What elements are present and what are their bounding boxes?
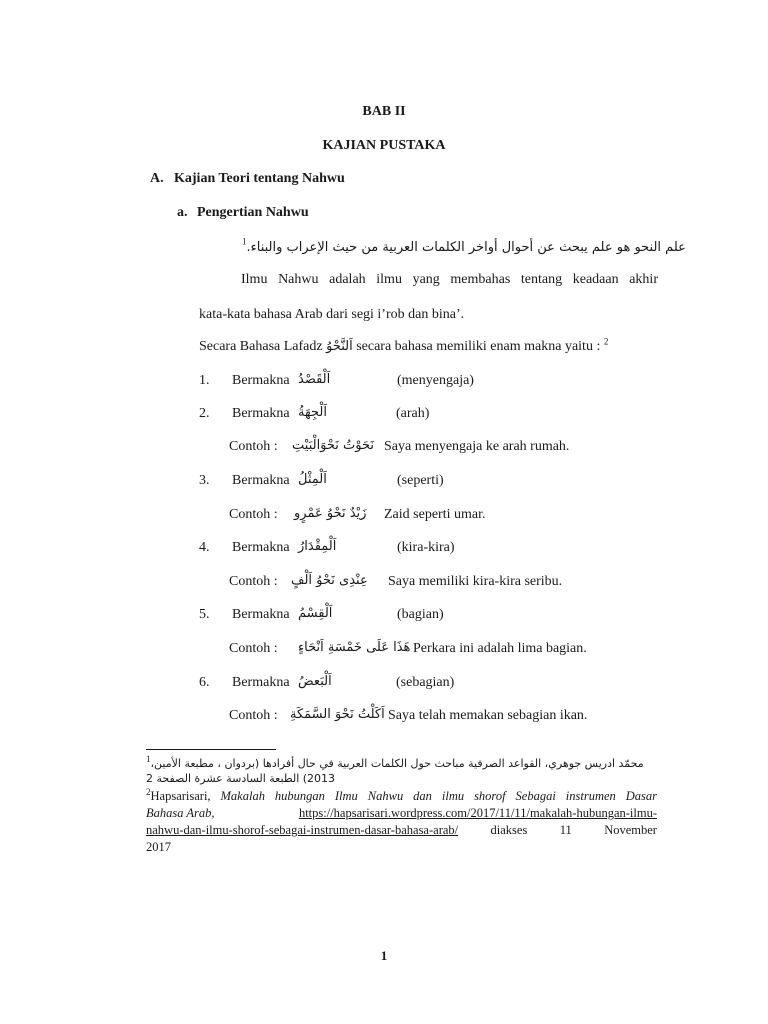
meaning-translation: (sebagian) — [396, 675, 455, 690]
meaning-label: Bermakna — [232, 473, 290, 488]
footnote-2-author: Hapsarisari, — [150, 789, 221, 803]
footnote-ref-1[interactable]: 1 — [242, 236, 247, 247]
meaning-arabic: اَلْبَعضُ — [298, 674, 332, 689]
lafadz-arabic: اَلنَّحْوُ — [326, 339, 353, 354]
footnote-2-url-link-cont[interactable]: nahwu-dan-ilmu-shorof-sebagai-instrumen-dasar-bahasa-arab/ — [146, 823, 459, 837]
contoh-label: Contoh : — [229, 574, 278, 589]
footnote-2-accessed: diakses — [490, 823, 528, 837]
definition-line — [242, 238, 686, 256]
section-a-title: Kajian Teori tentang Nahwu — [174, 171, 345, 186]
contoh-label: Contoh : — [229, 439, 278, 454]
meaning-translation: (menyengaja) — [397, 373, 474, 388]
meaning-arabic: اَلْقَصْدُ — [298, 372, 331, 387]
footnote-2-day: 11 — [559, 823, 572, 837]
footnote-1-text: محمّد ادريس جوهري، القواعد الصرفية مباحث حول الكلمات العربية في حال أفرادها (بردوان ، مطبعة الأمين، — [150, 757, 644, 770]
footnote-2-title-cont: Bahasa Arab — [146, 806, 212, 820]
meaning-translation: (arah) — [396, 406, 430, 421]
meaning-number: 1. — [199, 373, 210, 388]
meaning-translation: (bagian) — [397, 607, 444, 622]
meaning-number: 2. — [199, 406, 210, 421]
lafadz-line — [199, 336, 609, 355]
meaning-arabic: اَلْمِثْلُ — [298, 472, 327, 487]
meaning-arabic: اَلْمِقْدَارُ — [298, 539, 337, 554]
subsection-a-title: Pengertian Nahwu — [197, 205, 309, 220]
contoh-label: Contoh : — [229, 507, 278, 522]
example-translation: Saya menyengaja ke arah rumah. — [384, 439, 570, 454]
footnote-2-line-1 — [146, 788, 657, 804]
definition-arabic: علم النحو هو علم يبحث عن أحوال أواخر الكلمات العربية من حيث الإعراب والبناء. — [246, 240, 686, 255]
lafadz-before: Secara Bahasa Lafadz — [199, 339, 327, 354]
meaning-translation: (seperti) — [397, 473, 444, 488]
meaning-number: 5. — [199, 607, 210, 622]
footnote-2-title: Makalah hubungan Ilmu Nahwu dan ilmu shorof Sebagai instrumen Dasar — [220, 789, 657, 803]
footnote-2-marker: 2 — [146, 786, 151, 797]
footnote-2-line-3 — [146, 822, 657, 838]
contoh-label: Contoh : — [229, 708, 278, 723]
meaning-label: Bermakna — [232, 406, 290, 421]
chapter-heading: BAB II — [362, 104, 406, 119]
paragraph-line-1: Ilmu Nahwu adalah ilmu yang membahas tentang keadaan akhir — [241, 272, 658, 287]
example-arabic: زَيْدٌ نَحْوُ عَمْرٍو — [294, 506, 367, 521]
footnote-1-line-1 — [146, 755, 644, 772]
meaning-number: 6. — [199, 675, 210, 690]
footnote-2-year: 2017 — [146, 840, 171, 854]
example-arabic: نَحَوْتُ نَحْوَالْبَيْتِ — [292, 438, 375, 453]
footnote-2-url-link[interactable]: https://hapsarisari.wordpress.com/2017/11/11/makalah-hubungan-ilmu- — [298, 806, 657, 820]
footnote-ref-2[interactable]: 2 — [603, 336, 609, 347]
example-translation: Saya memiliki kira-kira seribu. — [388, 574, 563, 589]
subsection-a-marker: a. — [177, 205, 188, 220]
example-translation: Saya telah memakan sebagian ikan. — [388, 708, 588, 723]
contoh-label: Contoh : — [229, 641, 278, 656]
footnote-1-marker: 1 — [146, 753, 151, 764]
meaning-number: 4. — [199, 540, 210, 555]
example-arabic: اَكَلْتُ نَحْوَ السَّمَكَةِ — [290, 707, 385, 722]
paragraph-line-2: kata-kata bahasa Arab dari segi i’rob dan bina’. — [199, 307, 465, 322]
meaning-arabic: اَلْقِسْمُ — [298, 606, 333, 621]
meaning-arabic: اَلْجِهَةُ — [298, 405, 327, 420]
lafadz-after: secara bahasa memiliki enam makna yaitu : — [352, 339, 604, 354]
footnote-2-line-2 — [146, 805, 657, 821]
footnote-2-month: November — [604, 823, 657, 837]
meaning-label: Bermakna — [232, 373, 290, 388]
meaning-translation: (kira-kira) — [397, 540, 455, 555]
meaning-label: Bermakna — [232, 540, 290, 555]
footnote-1-line-2: 2013) الطبعة السادسة عشرة الصفحة 2 — [146, 772, 336, 785]
example-arabic: هَذَا عَلَى خَمْسَةِ اَنْحَاءٍ — [298, 640, 411, 655]
page-number: 1 — [380, 948, 388, 963]
meaning-label: Bermakna — [232, 607, 290, 622]
footnote-separator — [146, 749, 276, 750]
footnote-2-comma: , — [211, 806, 215, 820]
section-a-marker: A. — [150, 171, 164, 186]
meaning-label: Bermakna — [232, 675, 290, 690]
chapter-title: KAJIAN PUSTAKA — [322, 138, 446, 153]
example-translation: Zaid seperti umar. — [384, 507, 486, 522]
example-arabic: عِنْدِى نَحْوُ اَلْفٍ — [291, 573, 368, 588]
meaning-number: 3. — [199, 473, 210, 488]
example-translation: Perkara ini adalah lima bagian. — [413, 641, 587, 656]
